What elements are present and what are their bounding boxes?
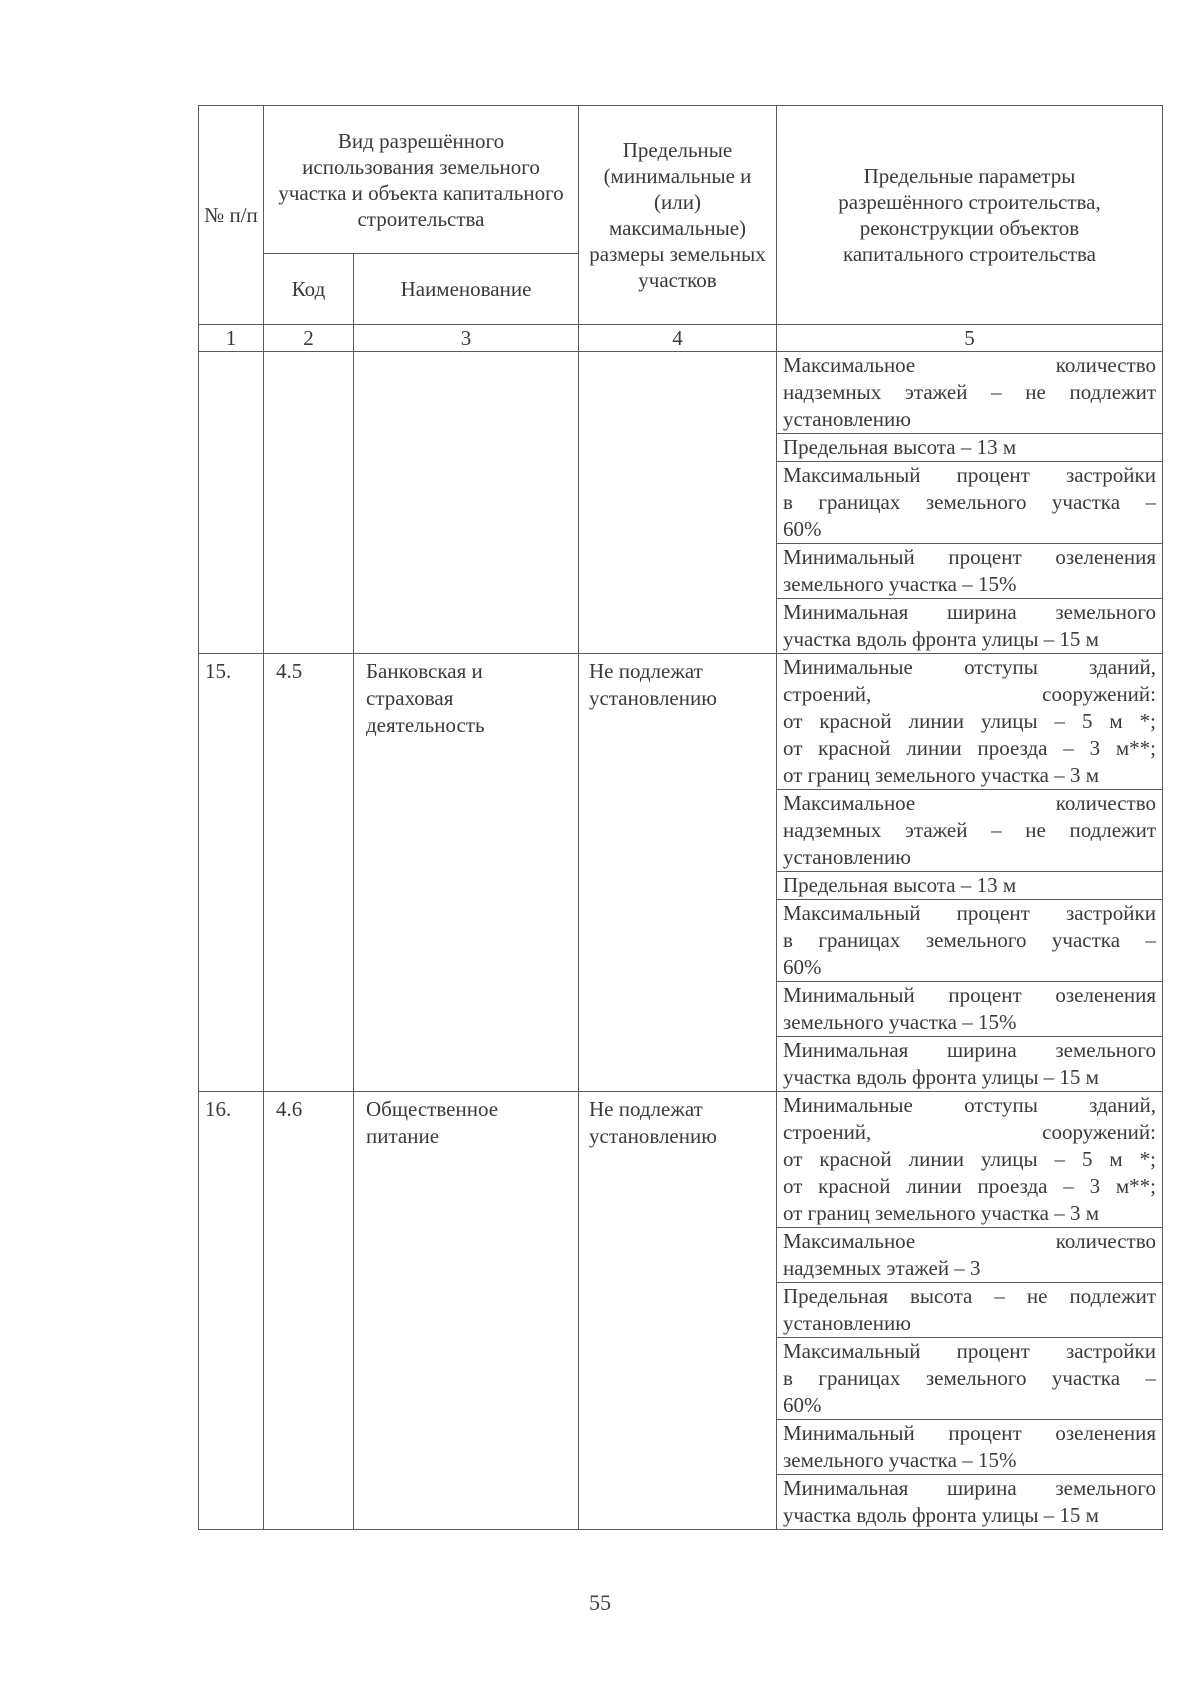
parameter-line: 60% [783, 1393, 822, 1417]
parameter-block [777, 1475, 1162, 1529]
parameter-line: в границах земельного участка – [783, 1366, 1156, 1390]
cont-sizes-cell [579, 352, 777, 654]
parameter-line: 60% [783, 517, 822, 541]
parameter-line: установлению [783, 407, 911, 431]
parameter-block [777, 1283, 1162, 1338]
parameter-line: Минимальная ширина земельного [783, 1038, 1156, 1062]
row-params-cell [777, 654, 1163, 1092]
column-number: 1 [199, 325, 264, 352]
column-number: 4 [579, 325, 777, 352]
parameter-line: Максимальный процент застройки [783, 901, 1156, 925]
parameter-line: надземных этажей – не подлежит [783, 380, 1156, 404]
parameter-line: Максимальное количество [783, 791, 1156, 815]
parameter-line: Минимальная ширина земельного [783, 1476, 1156, 1500]
parameter-line: Минимальный процент озеленения [783, 983, 1156, 1007]
parameter-line: от красной линии улицы – 5 м *; [783, 1147, 1156, 1171]
continued-row [199, 352, 1163, 654]
row-sizes-cell: Не подлежат установлению [579, 654, 777, 1092]
parameter-block [777, 1338, 1162, 1420]
header-type-group: Вид разрешённого использования земельного участка и объекта капитального строительства [264, 106, 579, 254]
parameter-block [777, 654, 1162, 790]
parameter-block [777, 434, 1162, 462]
parameter-line: Максимальный процент застройки [783, 1339, 1156, 1363]
parameter-line: Минимальная ширина земельного [783, 600, 1156, 624]
row-code-cell: 4.6 [264, 1092, 354, 1530]
parameter-line: Предельная высота – не подлежит [783, 1284, 1156, 1308]
table-row [199, 1092, 1163, 1530]
row-sizes-cell: Не подлежат установлению [579, 1092, 777, 1530]
header-name: Наименование [354, 254, 579, 325]
parameter-line: земельного участка – 15% [783, 1010, 1017, 1034]
parameter-line: от красной линии проезда – 3 м**; [783, 1174, 1156, 1198]
parameter-block [777, 790, 1162, 872]
cont-code-cell [264, 352, 354, 654]
parameter-block [777, 1420, 1162, 1475]
cont-params-cell [777, 352, 1163, 654]
header-num: № п/п [199, 106, 264, 325]
parameter-line: участка вдоль фронта улицы – 15 м [783, 627, 1099, 651]
parameter-line: земельного участка – 15% [783, 1448, 1017, 1472]
row-num-cell: 15. [199, 654, 264, 1092]
parameter-line: от красной линии проезда – 3 м**; [783, 736, 1156, 760]
parameter-line: в границах земельного участка – [783, 928, 1156, 952]
parameter-line: участка вдоль фронта улицы – 15 м [783, 1503, 1099, 1527]
parameter-line: Максимальное количество [783, 353, 1156, 377]
parameter-line: земельного участка – 15% [783, 572, 1017, 596]
page-number: 55 [589, 1590, 611, 1615]
parameter-line: 60% [783, 955, 822, 979]
parameter-block [777, 982, 1162, 1037]
header-code: Код [264, 254, 354, 325]
parameter-line: строений, сооружений: [783, 1120, 1156, 1144]
header-row-1 [199, 106, 1163, 254]
cont-num-cell [199, 352, 264, 654]
column-number: 3 [354, 325, 579, 352]
parameter-line: Предельная высота – 13 м [783, 435, 1017, 459]
column-number-row [199, 325, 1163, 352]
row-name-cell: Общественное питание [354, 1092, 579, 1530]
parameter-line: Минимальные отступы зданий, [783, 1093, 1156, 1117]
parameter-line: Максимальное количество [783, 1229, 1156, 1253]
parameter-line: Минимальный процент озеленения [783, 1421, 1156, 1445]
parameter-block [777, 462, 1162, 544]
column-number: 2 [264, 325, 354, 352]
parameter-line: надземных этажей – не подлежит [783, 818, 1156, 842]
table-body [199, 654, 1163, 1530]
cont-name-cell [354, 352, 579, 654]
row-params-cell [777, 1092, 1163, 1530]
parameter-block [777, 599, 1162, 653]
parameter-line: Минимальный процент озеленения [783, 545, 1156, 569]
header-sizes: Предельные (минимальные и (или) максимальные) размеры земельных участков [579, 106, 777, 325]
parameter-line: Предельная высота – 13 м [783, 873, 1017, 897]
row-name-cell: Банковская и страховая деятельность [354, 654, 579, 1092]
parameter-line: от границ земельного участка – 3 м [783, 1201, 1100, 1225]
parameter-block [777, 544, 1162, 599]
parameter-line: Максимальный процент застройки [783, 463, 1156, 487]
column-number: 5 [777, 325, 1163, 352]
parameter-block [777, 1092, 1162, 1228]
header-params: Предельные параметры разрешённого строительства, реконструкции объектов капитального строительства [777, 106, 1163, 325]
land-use-regulations-table [198, 105, 1163, 1530]
parameter-block [777, 872, 1162, 900]
parameter-line: от границ земельного участка – 3 м [783, 763, 1100, 787]
parameter-block [777, 1228, 1162, 1283]
row-code-cell: 4.5 [264, 654, 354, 1092]
parameter-line: в границах земельного участка – [783, 490, 1156, 514]
parameter-line: установлению [783, 845, 911, 869]
parameter-block [777, 900, 1162, 982]
parameter-line: участка вдоль фронта улицы – 15 м [783, 1065, 1099, 1089]
table-row [199, 654, 1163, 1092]
parameter-block [777, 1037, 1162, 1091]
row-num-cell: 16. [199, 1092, 264, 1530]
parameter-line: Минимальные отступы зданий, [783, 655, 1156, 679]
parameter-line: установлению [783, 1311, 911, 1335]
parameter-line: строений, сооружений: [783, 682, 1156, 706]
parameter-block [777, 352, 1162, 434]
parameter-line: от красной линии улицы – 5 м *; [783, 709, 1156, 733]
parameter-line: надземных этажей – 3 [783, 1256, 981, 1280]
